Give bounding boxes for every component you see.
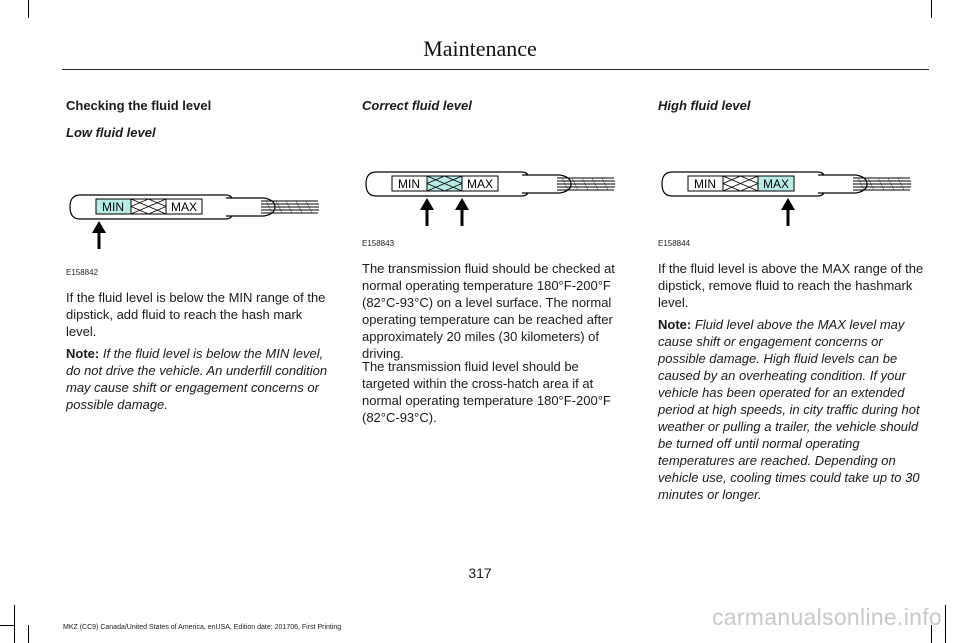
crop-mark-bottom-left-h <box>0 625 14 626</box>
watermark: carmanualsonline.info <box>711 604 942 630</box>
page-title: Maintenance <box>423 36 537 61</box>
low-fluid-note <box>66 345 334 413</box>
crop-mark-bottom-left-v2 <box>14 605 15 643</box>
figure-code: E158843 <box>362 239 395 248</box>
correct-fluid-paragraph-2: The transmission fluid level should be targeted within the cross-hatch area if at normal operating temperature 180°F-200°F (82°C-93°C). <box>362 359 611 425</box>
correct-fluid-heading: Correct fluid level <box>362 98 472 113</box>
crop-mark-top-right-v <box>931 0 932 18</box>
min-label: MIN <box>398 177 420 191</box>
correct-fluid-paragraph-1: The transmission fluid should be checked at normal operating temperature 180°F-200°F (82°C-93°C) on a level surface. The normal operating temperature can be reached after approximately 20 miles (30 kilometers) of driving. <box>362 261 615 361</box>
crop-mark-top-left-v <box>28 0 29 18</box>
low-fluid-heading: Low fluid level <box>66 125 156 140</box>
note-label: Note: <box>66 346 100 361</box>
dipstick-correct-figure <box>362 168 622 228</box>
min-label: MIN <box>102 200 124 214</box>
page-number: 317 <box>468 565 492 581</box>
max-label: MAX <box>170 200 198 214</box>
crop-mark-bottom-left-v <box>28 625 29 643</box>
high-fluid-note <box>658 316 926 503</box>
crop-mark-bottom-right-v2 <box>945 605 946 643</box>
note-text: If the fluid level is below the MIN level, do not drive the vehicle. An underfill condition may cause shift or engagement concerns or possible damage. <box>66 346 328 412</box>
dipstick-high-figure <box>658 168 918 228</box>
low-fluid-paragraph: If the fluid level is below the MIN range of the dipstick, add fluid to reach the hash mark level. <box>66 290 326 339</box>
max-label: MAX <box>762 177 790 191</box>
section-heading: Checking the fluid level <box>66 98 212 113</box>
note-label: Note: <box>658 317 692 332</box>
min-label: MIN <box>694 177 716 191</box>
max-label: MAX <box>466 177 494 191</box>
dipstick-low-figure <box>66 191 326 251</box>
figure-code: E158842 <box>66 268 99 277</box>
high-fluid-paragraph: If the fluid level is above the MAX range of the dipstick, remove fluid to reach the hashmark level. <box>658 261 924 310</box>
figure-code: E158844 <box>658 239 691 248</box>
footer-edition: MKZ (CC9) Canada/United States of America, enUSA, Edition date: 201706, First Printing <box>63 624 342 631</box>
note-text: Fluid level above the MAX level may cause shift or engagement concerns or possible damage. High fluid levels can be caused by an overheating condition. If your vehicle has been operated for an extended period at high speeds, in city traffic during hot weather or pulling a trailer, the vehicle should be turned off until normal operating temperatures are reached. Depending on vehicle use, cooling times could take up to 30 minutes or longer. <box>658 317 920 502</box>
high-fluid-heading: High fluid level <box>658 98 751 113</box>
header-divider <box>62 69 929 70</box>
